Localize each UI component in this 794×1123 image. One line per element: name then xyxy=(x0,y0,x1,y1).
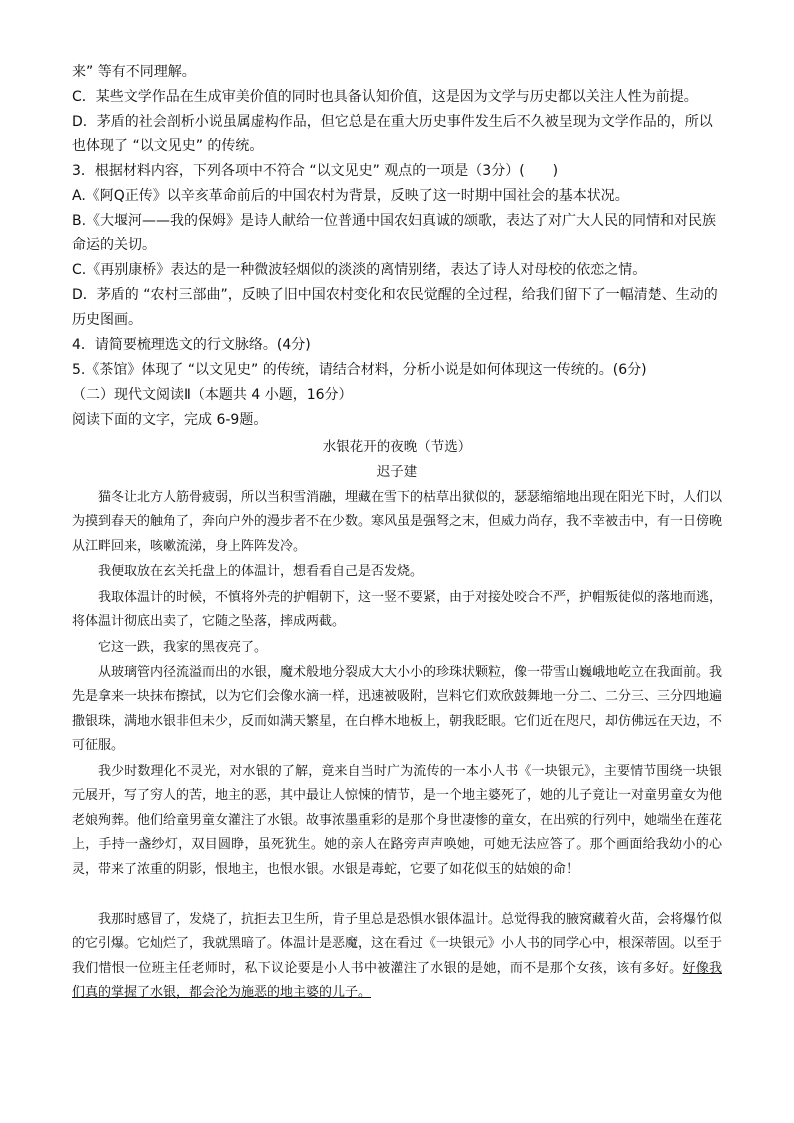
question-3-option-c: C.《再别康桥》表达的是一种微波轻烟似的淡淡的离情别绪，表达了诗人对母校的依恋之情。 xyxy=(72,262,647,278)
reading-instruction: 阅读下面的文字，完成 6-9题。 xyxy=(72,412,268,428)
question-3: 3．根据材料内容，下列各项中不符合 “以文见史” 观点的一项是（3分）( ) xyxy=(72,163,559,179)
question-3-option-b-line1: B.《大堰河——我的保姆》是诗人献给一位普通中国农妇真诚的颂歌，表达了对广大人民的同情和对民族 xyxy=(72,213,717,229)
question-5: 5.《茶馆》体现了 “以文见史” 的传统，请结合材料，分析小说是如何体现这一传统的。(6分) xyxy=(72,362,647,378)
paragraph-5: 从玻璃管内径流溢而出的水银，魔术般地分裂成大大小小的珍珠状颗粒，像一带雪山巍峨地屹立在我面前。我先是拿来一块抹布擦拭，以为它们会像水滴一样，迅速被吸附，岂料它们欢欣鼓舞地一分二、二分三、三分四地遍撒银珠，满地水银非但未少，反而如满天繁星，在白桦木地板上，朝我眨眼。它们近在咫尺，却仿佛远在天边，不可征服。 xyxy=(72,665,723,754)
paragraph-7 xyxy=(72,908,722,1006)
paragraph-1: 猫冬让北方人筋骨疲弱，所以当积雪消融，埋藏在雪下的枯草出狱似的，瑟瑟缩缩地出现在阳光下时，人们以为摸到春天的触角了，奔向户外的漫步者不在少数。寒风虽是强弩之末，但威力尚存，我不幸被击中，有一日傍晚从江畔回来，咳嗽流涕，身上阵阵发冷。 xyxy=(72,490,723,554)
underlined-sentence: 好像我们真的掌握了水银，都会沦为施恶的地主婆的儿子。 xyxy=(72,960,722,1001)
question-3-option-a: A.《阿Q正传》以辛亥革命前后的中国农村为背景，反映了这一时期中国社会的基本状况。 xyxy=(72,188,629,204)
text-line: 来” 等有不同理解。 xyxy=(72,64,196,80)
paragraph-3: 我取体温计的时候，不慎将外壳的护帽朝下，这一竖不要紧，由于对接处咬合不严，护帽叛徒似的落地而逃，将体温计彻底出卖了，它随之坠落，摔成两截。 xyxy=(72,590,723,630)
section-heading: （二）现代文阅读Ⅱ（本题共 4 小题，16分） xyxy=(72,387,353,403)
option-d-line2: 也体现了 “以文见史” 的传统。 xyxy=(72,138,264,154)
option-c: C．某些文学作品在生成审美价值的同时也具备认知价值，这是因为文学与历史都以关注人性为前提。 xyxy=(72,89,698,105)
question-3-option-d-line2: 历史图画。 xyxy=(72,312,142,328)
paragraph-6: 我少时数理化不灵光，对水银的了解，竟来自当时广为流传的一本小人书《一块银元》，主要情节围绕一块银元展开，写了穷人的苦，地主的恶，其中最让人惊悚的情节，是一个地主婆死了，她的儿子竟让一对童男童女为他老娘殉葬。他们给童男童女灌注了水银。故事浓墨重彩的是那个身世凄惨的童女，在出殡的行列中，她端坐在莲花上，手持一盏纱灯，双目圆睁，虽死犹生。她的亲人在路旁声声唤她，可她无法应答了。那个画面给我幼小的心灵，带来了浓重的阴影，恨地主，也恨水银。水银是毒蛇，它要了如花似玉的姑娘的命！ xyxy=(72,764,723,877)
question-3-option-d-line1: D．茅盾的 “农村三部曲”，反映了旧中国农村变化和农民觉醒的全过程，给我们留下了一幅清楚、生动的 xyxy=(72,287,718,303)
option-d-line1: D．茅盾的社会剖析小说虽属虚构作品，但它总是在重大历史事件发生后不久被呈现为文学作品的，所以 xyxy=(72,114,713,130)
question-3-option-b-line2: 命运的关切。 xyxy=(72,237,156,253)
passage-author: 迟子建 xyxy=(376,464,418,480)
paragraph-2: 我便取放在玄关托盘上的体温计，想看看自己是否发烧。 xyxy=(98,564,424,579)
paragraph-4: 它这一跌，我家的黑夜亮了。 xyxy=(98,640,268,655)
paragraph-7-text: 我那时感冒了，发烧了，抗拒去卫生所，肯子里总是恐惧水银体温计。总觉得我的腋窝藏着火苗，会将爆竹似的它引爆。它灿烂了，我就黑暗了。体温计是恶魔，这在看过《一块银元》小人书的同学心中，根深蒂固。以至于我们惜恨一位班主任老师时，私下议论要是小人书中被灌注了水银的是她，而不是那个女孩，该有多好。 xyxy=(72,912,723,976)
passage-title: 水银花开的夜晚（节选） xyxy=(322,439,472,455)
question-4: 4．请简要梳理选文的行文脉络。(4分) xyxy=(72,337,311,353)
